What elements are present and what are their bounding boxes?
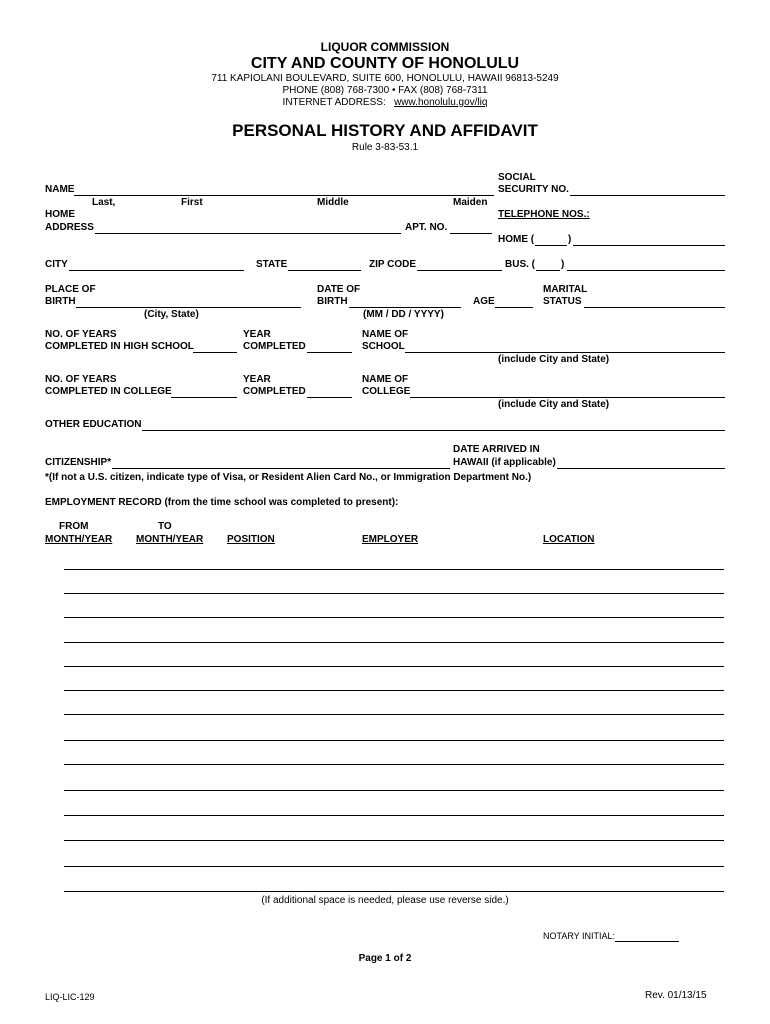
- college-years-field[interactable]: [171, 397, 237, 398]
- employment-line[interactable]: [64, 569, 724, 570]
- other-education-field[interactable]: [142, 430, 725, 431]
- date-arrived-label: DATE ARRIVED IN: [453, 444, 540, 455]
- first-label: First: [181, 197, 203, 208]
- revision-date: Rev. 01/13/15: [645, 990, 707, 1001]
- hs-years-label-1: NO. OF YEARS: [45, 329, 117, 340]
- to-month-year-header: MONTH/YEAR: [136, 534, 204, 545]
- status-label: STATUS: [543, 296, 582, 307]
- employment-line[interactable]: [64, 642, 724, 643]
- citizenship-label: CITIZENSHIP*: [45, 457, 112, 468]
- agency-address: 711 KAPIOLANI BOULEVARD, SUITE 600, HONOLULU, HAWAII 96813-5249: [211, 73, 559, 84]
- employer-header: EMPLOYER: [362, 534, 419, 545]
- school-name-field[interactable]: [405, 352, 725, 353]
- ssn-field[interactable]: [570, 195, 725, 196]
- birth-label: BIRTH: [45, 296, 76, 307]
- employment-line[interactable]: [64, 740, 724, 741]
- date-arrived-field[interactable]: [557, 468, 725, 469]
- city-county-name: CITY AND COUNTY OF HONOLULU: [250, 55, 520, 72]
- internet-label: INTERNET ADDRESS:: [282, 97, 386, 108]
- agency-name: LIQUOR COMMISSION: [320, 40, 450, 54]
- college-name-field[interactable]: [410, 397, 725, 398]
- dob-birth-label: BIRTH: [317, 296, 348, 307]
- form-title: PERSONAL HISTORY AND AFFIDAVIT: [232, 121, 538, 140]
- bus-phone-label: BUS. (: [505, 259, 535, 270]
- college-years-label-1: NO. OF YEARS: [45, 374, 117, 385]
- telephone-label: TELEPHONE NOS.:: [498, 209, 590, 220]
- address-field[interactable]: [95, 233, 401, 234]
- phone-fax: PHONE (808) 768-7300 • FAX (808) 768-7311: [282, 85, 488, 96]
- address-label: ADDRESS: [45, 222, 94, 233]
- employment-line[interactable]: [64, 764, 724, 765]
- from-label: FROM: [59, 521, 89, 532]
- apt-label: APT. NO.: [405, 222, 448, 233]
- citizenship-note: *(If not a U.S. citizen, indicate type of Visa, or Resident Alien Card No., or Immigration Department No.): [45, 472, 532, 483]
- maiden-label: Maiden: [453, 197, 488, 208]
- location-header: LOCATION: [543, 534, 595, 545]
- hs-name-of-label: NAME OF: [362, 329, 409, 340]
- employment-line[interactable]: [64, 593, 724, 594]
- hs-year-label-2: COMPLETED: [243, 341, 306, 352]
- home-label: HOME: [45, 209, 75, 220]
- employment-line[interactable]: [64, 617, 724, 618]
- home-phone-field[interactable]: [573, 245, 725, 246]
- employment-line[interactable]: [64, 840, 724, 841]
- state-label: STATE: [256, 259, 288, 270]
- last-label: Last,: [92, 197, 116, 208]
- employment-line[interactable]: [64, 815, 724, 816]
- home-area-code-field[interactable]: [535, 245, 567, 246]
- place-of-birth-field[interactable]: [76, 307, 301, 308]
- other-education-label: OTHER EDUCATION: [45, 419, 142, 430]
- internet-address: [0, 97, 770, 108]
- hs-year-label-1: YEAR: [243, 329, 271, 340]
- notary-initial-field[interactable]: [615, 941, 679, 942]
- page-number: Page 1 of 2: [358, 953, 412, 964]
- to-label: TO: [158, 521, 172, 532]
- date-of-label: DATE OF: [317, 284, 361, 295]
- marital-status-field[interactable]: [584, 307, 725, 308]
- home-paren-close: ): [568, 234, 572, 245]
- position-header: POSITION: [227, 534, 275, 545]
- college-year-label-2: COMPLETED: [243, 386, 306, 397]
- college-year-label-1: YEAR: [243, 374, 271, 385]
- city-label: CITY: [45, 259, 68, 270]
- hs-years-label-2: COMPLETED IN HIGH SCHOOL: [45, 341, 194, 352]
- hs-years-field[interactable]: [193, 352, 237, 353]
- city-field[interactable]: [69, 270, 244, 271]
- college-name-of-label: NAME OF: [362, 374, 409, 385]
- middle-label: Middle: [317, 197, 349, 208]
- employment-heading: EMPLOYMENT RECORD (from the time school was completed to present):: [45, 497, 399, 508]
- college-label: COLLEGE: [362, 386, 411, 397]
- employment-line[interactable]: [64, 891, 724, 892]
- city-state-hint: (City, State): [144, 309, 199, 320]
- from-month-year-header: MONTH/YEAR: [45, 534, 113, 545]
- website-link[interactable]: www.honolulu.gov/liq: [394, 97, 488, 108]
- dob-format-hint: (MM / DD / YYYY): [363, 309, 444, 320]
- college-years-label-2: COMPLETED IN COLLEGE: [45, 386, 172, 397]
- employment-line[interactable]: [64, 866, 724, 867]
- employment-line[interactable]: [64, 666, 724, 667]
- age-field[interactable]: [495, 307, 533, 308]
- name-label: NAME: [45, 184, 75, 195]
- bus-phone-field[interactable]: [567, 270, 725, 271]
- additional-space-note: (If additional space is needed, please use reverse side.): [261, 895, 509, 906]
- age-label: AGE: [473, 296, 495, 307]
- bus-paren-close: ): [561, 259, 565, 270]
- bus-area-code-field[interactable]: [536, 270, 560, 271]
- notary-initial-label: NOTARY INITIAL:: [543, 931, 616, 941]
- social-label: SOCIAL: [498, 172, 536, 183]
- citizenship-field[interactable]: [112, 468, 450, 469]
- date-of-birth-field[interactable]: [349, 307, 461, 308]
- form-id: LIQ-LIC-129: [45, 992, 95, 1002]
- employment-line[interactable]: [64, 714, 724, 715]
- apt-field[interactable]: [450, 233, 492, 234]
- security-no-label: SECURITY NO.: [498, 184, 569, 195]
- zip-label: ZIP CODE: [369, 259, 417, 270]
- employment-line[interactable]: [64, 690, 724, 691]
- school-label: SCHOOL: [362, 341, 405, 352]
- hawaii-label: HAWAII (if applicable): [453, 457, 556, 468]
- employment-line[interactable]: [64, 790, 724, 791]
- place-of-label: PLACE OF: [45, 284, 96, 295]
- hs-year-field[interactable]: [307, 352, 352, 353]
- zip-field[interactable]: [417, 270, 502, 271]
- school-hint: (include City and State): [498, 354, 610, 365]
- name-field[interactable]: [74, 195, 494, 196]
- home-phone-label: HOME (: [498, 234, 535, 245]
- college-hint: (include City and State): [498, 399, 610, 410]
- marital-label: MARITAL: [543, 284, 588, 295]
- college-year-field[interactable]: [307, 397, 352, 398]
- state-field[interactable]: [288, 270, 361, 271]
- rule-reference: Rule 3-83-53.1: [351, 142, 419, 153]
